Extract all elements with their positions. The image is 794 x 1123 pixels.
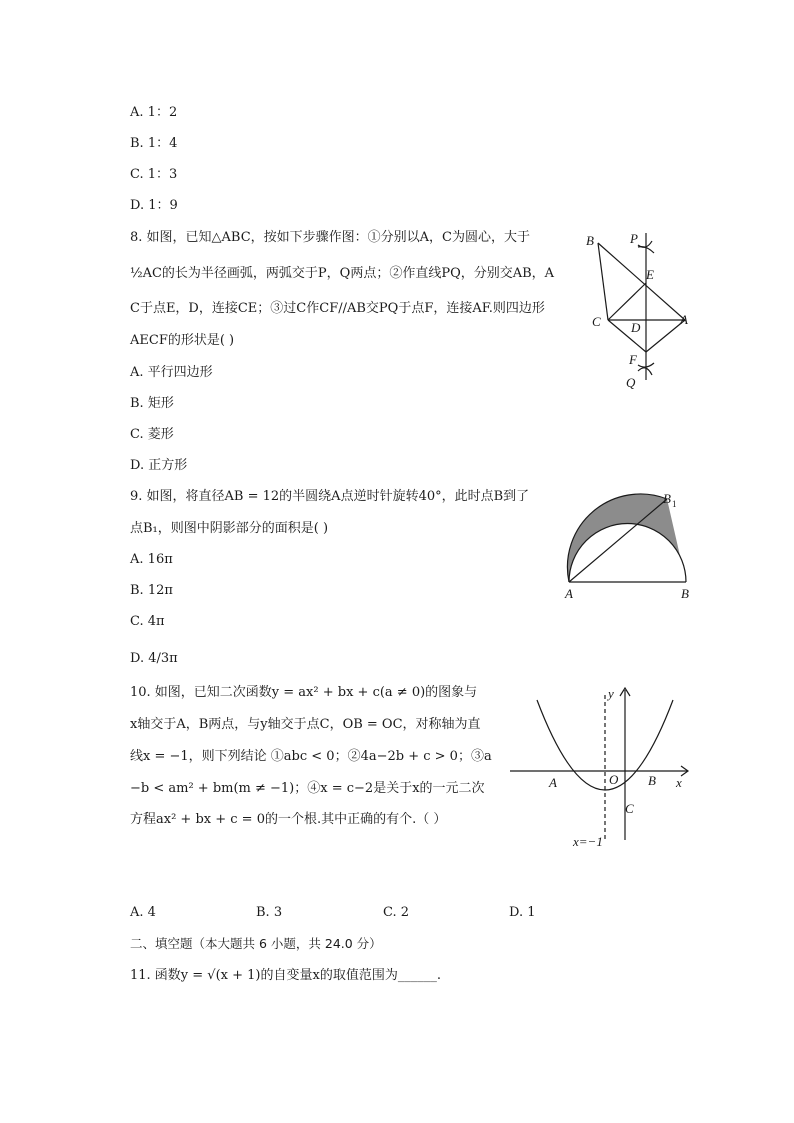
q9-option-c: C. 4π <box>130 614 165 629</box>
q7-option-c: C. 1：3 <box>130 167 178 182</box>
q10-option-b: B. 3 <box>256 905 283 920</box>
q10-label-x: x <box>676 775 682 790</box>
q7-option-a: A. 1：2 <box>130 105 178 120</box>
q10-stem-line-4: −b < am² + bm(m ≠ −1)；④x = c−2是关于x的一元二次 <box>130 781 485 796</box>
q8-option-a: A. 平行四边形 <box>130 365 213 380</box>
q9-option-b: B. 12π <box>130 583 173 598</box>
q10-stem-line-2: x轴交于A，B两点，与y轴交于点C，OB = OC，对称轴为直 <box>130 717 481 732</box>
q8-arc-q2 <box>638 368 652 375</box>
q9-option-a: A. 16π <box>130 552 173 567</box>
q10-stem-line-3: 线x = −1，则下列结论 ①abc < 0；②4a−2b + c > 0；③a <box>130 749 492 764</box>
q9-stem-line-2: 点B₁，则图中阴影部分的面积是( ) <box>130 521 329 536</box>
section2-title: 二、填空题（本大题共 6 小题，共 24.0 分） <box>130 936 382 951</box>
q8-label-a: A <box>680 312 688 327</box>
q10-figure <box>505 680 695 850</box>
q8-stem-line-4: AECF的形状是( ) <box>130 333 235 348</box>
q10-label-symmetry: x=−1 <box>573 834 603 849</box>
q8-segment-ce <box>608 283 646 320</box>
q8-stem-line-3: C于点E，D，连接CE；③过C作CF//AB交PQ于点F，连接AF.则四边形 <box>130 301 545 316</box>
q8-figure <box>580 225 700 395</box>
q9-option-d: D. 4/3π <box>130 651 178 666</box>
q8-option-c: C. 菱形 <box>130 427 174 442</box>
q8-label-b: B <box>586 233 594 248</box>
q8-segment-bc <box>598 243 608 320</box>
q8-label-q: Q <box>626 375 636 390</box>
q11-stem: 11. 函数y = √(x + 1)的自变量x的取值范围为______. <box>130 968 441 983</box>
q10-stem-line-5: 方程ax² + bx + c = 0的一个根.其中正确的有个.（ ） <box>130 812 447 827</box>
q10-option-c: C. 2 <box>383 905 410 920</box>
q10-stem-line-1: 10. 如图，已知二次函数y = ax² + bx + c(a ≠ 0)的图象与 <box>130 685 478 700</box>
q8-label-f: F <box>629 352 637 367</box>
q8-label-d: D <box>631 320 641 335</box>
q8-arc-p2 <box>638 241 652 247</box>
q8-label-c: C <box>592 314 601 329</box>
q10-label-o: O <box>609 772 619 787</box>
q10-label-a: A <box>549 775 557 790</box>
q10-label-b: B <box>648 773 656 788</box>
q9-label-b1: B <box>663 491 671 506</box>
q9-label-b: B <box>681 586 689 601</box>
q8-segment-ba <box>598 243 685 320</box>
q9-stem-line-1: 9. 如图，将直径AB = 12的半圆绕A点逆时针旋转40°，此时点B到了 <box>130 489 530 504</box>
q9-figure <box>555 482 700 607</box>
q8-option-d: D. 正方形 <box>130 458 188 473</box>
q10-label-y: y <box>608 686 614 701</box>
q9-label-a: A <box>565 586 573 601</box>
q8-label-e: E <box>646 267 654 282</box>
q10-label-c: C <box>625 801 634 816</box>
q7-option-b: B. 1：4 <box>130 136 178 151</box>
q7-option-d: D. 1：9 <box>130 198 178 213</box>
q10-option-d: D. 1 <box>509 905 536 920</box>
q8-stem-line-1: 8. 如图，已知△ABC，按如下步骤作图：①分别以A，C为圆心，大于 <box>130 230 530 245</box>
q8-label-p: P <box>630 231 638 246</box>
q8-stem-line-2: ½AC的长为半径画弧，两弧交于P，Q两点；②作直线PQ，分别交AB，A <box>130 266 555 281</box>
q8-option-b: B. 矩形 <box>130 396 174 411</box>
q9-label-b1-subscript: 1 <box>672 499 677 509</box>
q10-option-a: A. 4 <box>130 905 156 920</box>
